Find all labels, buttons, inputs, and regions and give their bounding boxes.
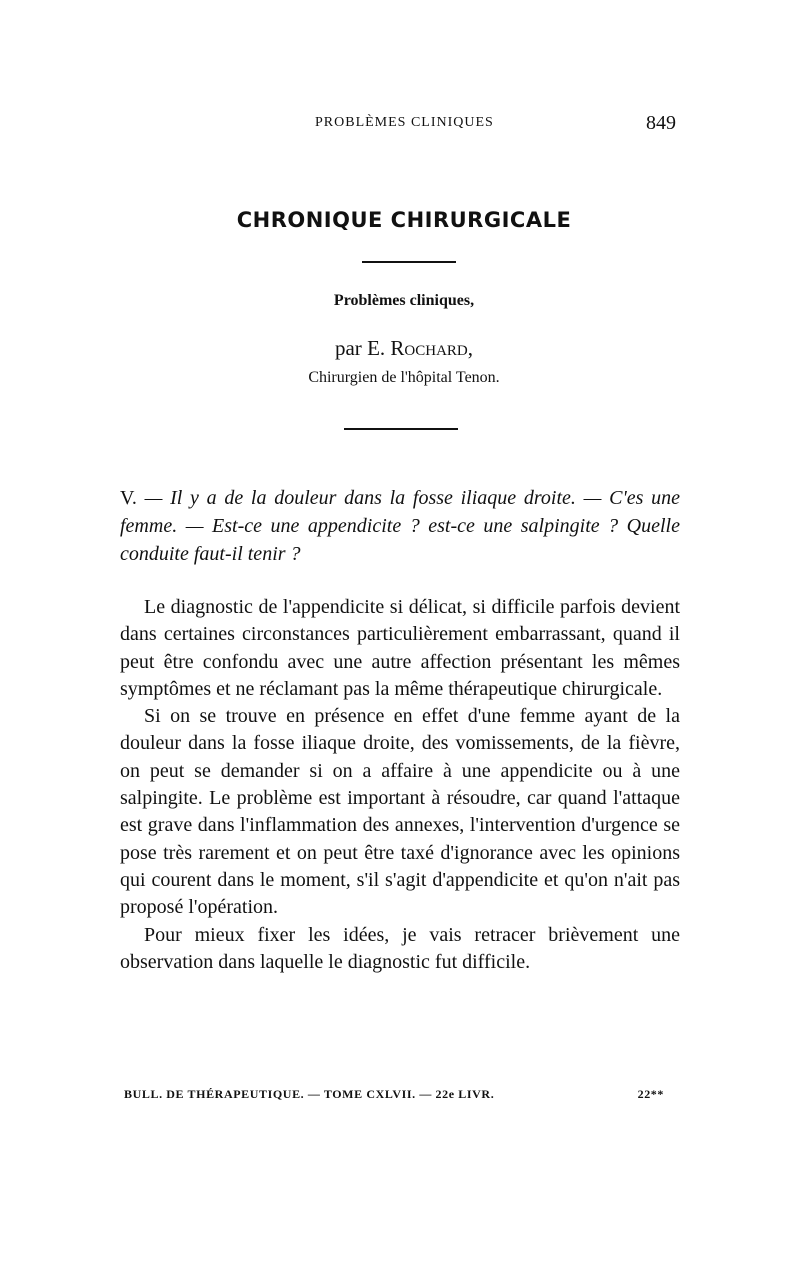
paragraph: Si on se trouve en présence en effet d'une femme ayant de la douleur dans la fosse iliaque droite, des vomissements, de la fièvre, on peut se demander si on a affaire à une appendicite ou à une salpingite. Le problème est important à résoudre, car quand l'attaque est grave dans l'inflammation des annexes, l'intervention d'urgence se pose très rarement et on peut être taxé d'ignorance avec les opinions qui courent dans le moment, s'il s'agit d'appendicite et qu'on n'ait pas proposé l'opération. xyxy=(120,705,680,919)
paragraph: Pour mieux fixer les idées, je vais retracer brièvement une observation dans laquelle le diagnostic fut difficile. xyxy=(120,923,680,973)
section-question xyxy=(120,484,680,568)
byline-prefix: par xyxy=(334,336,362,360)
author-affiliation: Chirurgien de l'hôpital Tenon. xyxy=(308,369,500,386)
paragraph: Le diagnostic de l'appendicite si délicat, si difficile parfois devient dans certaines circonstances particulièrement embarrassant, quand il peut être confondu avec une autre affection présentant les mêmes symptômes et ne réclamant pas la même thérapeutique chirurgicale. xyxy=(120,596,680,700)
article-body xyxy=(120,594,680,976)
running-title: PROBLÈMES CLINIQUES xyxy=(315,115,494,130)
journal-reference: BULL. DE THÉRAPEUTIQUE. — TOME CXLVII. — 22e LIVR. xyxy=(124,1087,495,1101)
section-numeral: V. xyxy=(120,487,137,509)
signature-mark: 22** xyxy=(637,1087,664,1101)
byline xyxy=(0,336,800,361)
title-divider xyxy=(362,261,456,263)
page-footer xyxy=(124,1087,664,1102)
section-title: CHRONIQUE CHIRURGICALE xyxy=(236,208,572,232)
author-name: E. Rochard, xyxy=(367,336,473,360)
article-title: Problèmes cliniques, xyxy=(333,292,475,309)
page-number: 849 xyxy=(646,112,676,134)
header-divider xyxy=(344,428,458,430)
question-text: — Il y a de la douleur dans la fosse iliaque droite. — C'es une femme. — Est-ce une appendicite ? est-ce une salpingite ? Quelle conduite faut-il tenir ? xyxy=(120,487,680,565)
